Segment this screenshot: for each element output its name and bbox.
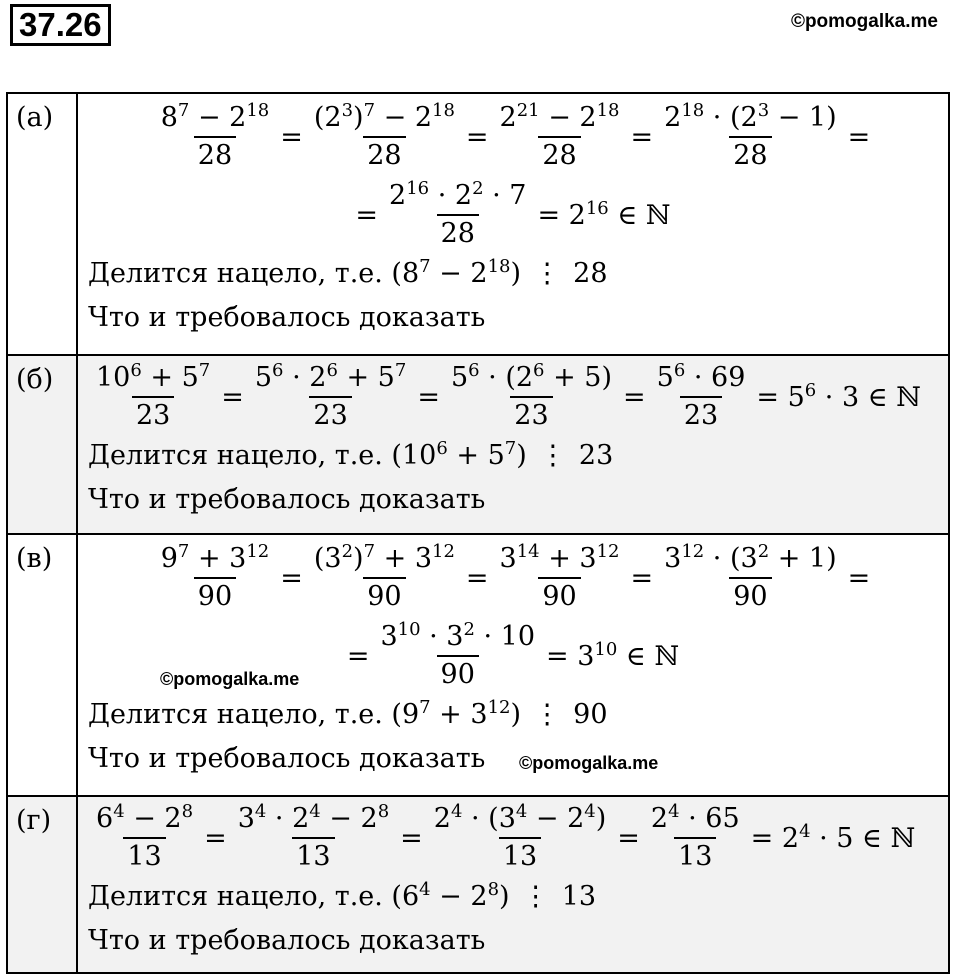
part-a-row <box>7 93 949 355</box>
conclusion-text: Что и требовалось доказать <box>88 302 486 333</box>
conclusion-text: Что и требовалось доказать <box>88 925 486 956</box>
equation-line: $\frac{6^4 - 2^8}{13}$ = $\frac{3^4 \cdot 2^4 - 2^8}{13}$ = $\frac{2^4 \cdot (3^4 - 2^4)}{13}$ = $\frac{2^4 \cdot 65}{13}$ = $2^4 \cdot 5$ ∈ ℕ <box>88 801 938 875</box>
divisibility-statement: Делится нацело, т.е. $(8^7 - 2^{18})$ ⋮ 28 <box>88 256 608 289</box>
part-body <box>77 534 949 796</box>
conclusion-text: Что и требовалось доказать <box>88 484 486 515</box>
divisibility-statement: Делится нацело, т.е. $(10^6 + 5^7)$ ⋮ 23 <box>88 438 614 471</box>
part-body <box>77 93 949 355</box>
watermark: ©pomogalka.me <box>790 11 938 32</box>
equation-line: $\frac{10^6 + 5^7}{23}$ = $\frac{5^6 \cdot 2^6 + 5^7}{23}$ = $\frac{5^6 \cdot (2^6 + 5)}{23}$ = $\frac{5^6 \cdot 69}{23}$ = $5^6 \cdot 3$ ∈ ℕ <box>88 360 938 434</box>
equation-line: $\frac{8^7 - 2^{18}}{28}$ = $\frac{(2^3)^7 - 2^{18}}{28}$ = $\frac{2^{21} - 2^{18}}{28}$ = $\frac{2^{18} \cdot (2^3 - 1)}{28}$ = <box>88 100 938 174</box>
problem-number: 37.26 <box>10 4 111 46</box>
part-label: (б) <box>7 355 77 534</box>
solutions-table <box>6 92 950 974</box>
divisibility-statement: Делится нацело, т.е. $(9^7 + 3^{12})$ ⋮ 90 <box>88 697 608 730</box>
part-body <box>77 355 949 534</box>
part-label: (г) <box>7 796 77 973</box>
part-c-row <box>7 534 949 796</box>
equation-line: $\frac{9^7 + 3^{12}}{90}$ = $\frac{(3^2)^7 + 3^{12}}{90}$ = $\frac{3^{14} + 3^{12}}{90}$ = $\frac{3^{12} \cdot (3^2 + 1)}{90}$ = <box>88 541 938 615</box>
part-label: (а) <box>7 93 77 355</box>
divisibility-statement: Делится нацело, т.е. $(6^4 - 2^8)$ ⋮ 13 <box>88 879 597 912</box>
equation-line: = $\frac{3^{10} \cdot 3^2 \cdot 10}{90}$ = $3^{10}$ ∈ ℕ <box>88 619 938 693</box>
part-b-row <box>7 355 949 534</box>
part-body <box>77 796 949 973</box>
equation-line: = $\frac{2^{16} \cdot 2^2 \cdot 7}{28}$ = $2^{16}$ ∈ ℕ <box>88 178 938 252</box>
part-d-row <box>7 796 949 973</box>
conclusion-text: Что и требовалось доказать <box>88 743 486 774</box>
watermark: ©pomogalka.me <box>160 669 300 689</box>
watermark: ©pomogalka.me <box>519 753 659 773</box>
part-label: (в) <box>7 534 77 796</box>
